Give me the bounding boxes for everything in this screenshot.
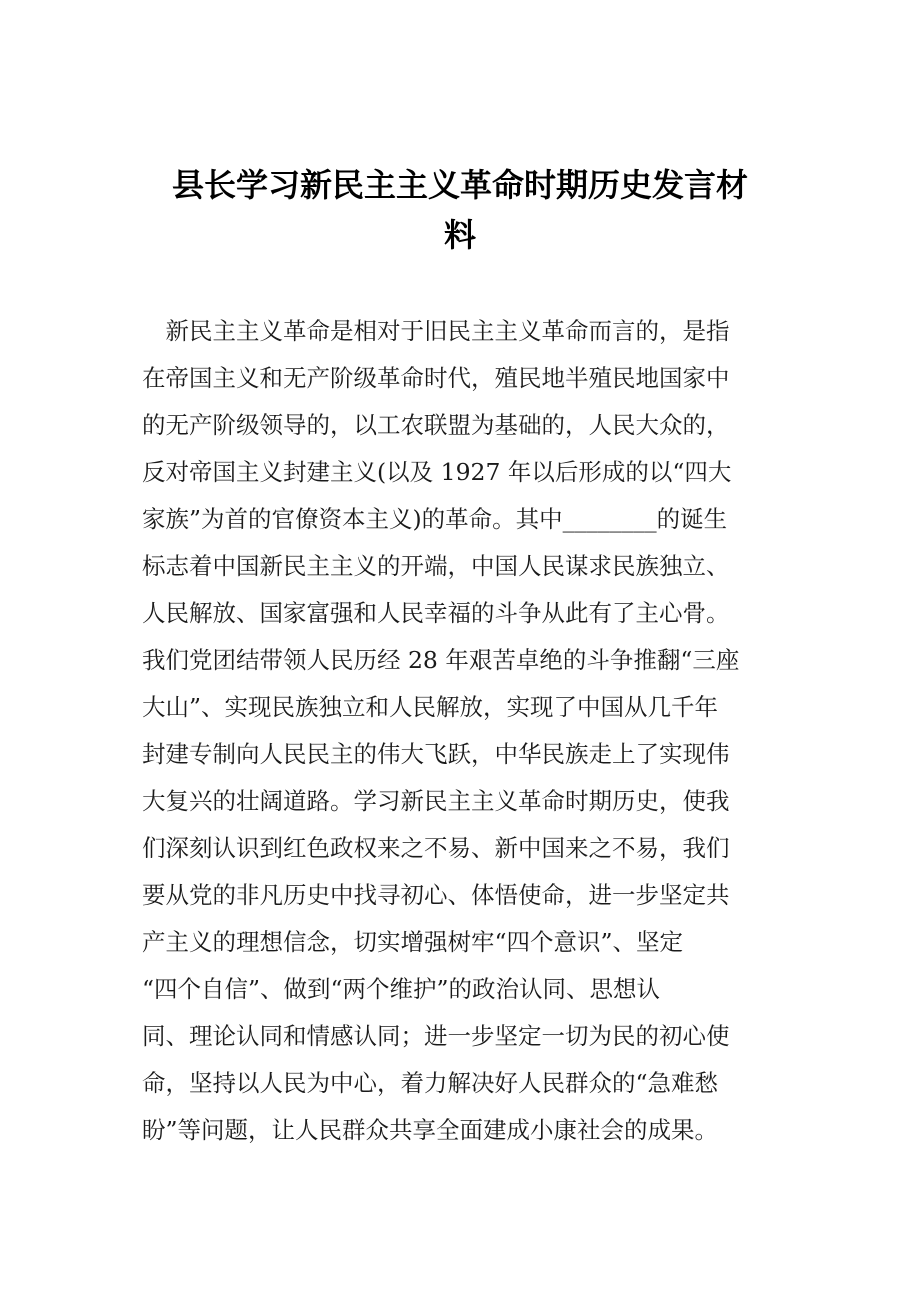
body-line: 人民解放、国家富强和人民幸福的斗争从此有了主心骨。 (142, 599, 730, 627)
document-title-line-2: 料 (443, 216, 476, 254)
body-line: 标志着中国新民主主义的开端，中国人民谋求民族独立、 (142, 552, 730, 580)
body-line: 新民主主义革命是相对于旧民主主义革命而言的，是指 (142, 317, 730, 345)
body-line: 同、理论认同和情感认同；进一步坚定一切为民的初心使 (142, 1022, 730, 1050)
body-line: 命，坚持以人民为中心，着力解决好人民群众的“急难愁 (142, 1069, 719, 1097)
body-line: 封建专制向人民民主的伟大飞跃，中华民族走上了实现伟 (142, 740, 730, 768)
body-line: 的无产阶级领导的，以工农联盟为基础的，人民大众的， (142, 411, 730, 439)
body-line: 们深刻认识到红色政权来之不易、新中国来之不易，我们 (142, 834, 730, 862)
body-line: 我们党团结带领人民历经 28 年艰苦卓绝的斗争推翻“三座 (142, 646, 740, 674)
body-line: 家族”为首的官僚资本主义)的革命。其中________的诞生 (142, 505, 728, 533)
body-line: 盼”等问题，让人民群众共享全面建成小康社会的成果。 (142, 1116, 719, 1144)
body-line: 反对帝国主义封建主义(以及 1927 年以后形成的以“四大 (142, 458, 732, 486)
document-title-line-1: 县长学习新民主主义革命时期历史发言材 (171, 166, 748, 204)
body-line: 大复兴的壮阔道路。学习新民主主义革命时期历史，使我 (142, 787, 730, 815)
body-line: 大山”、实现民族独立和人民解放，实现了中国从几千年 (142, 693, 719, 721)
body-line: 产主义的理想信念，切实增强树牢“四个意识”、坚定 (142, 928, 684, 956)
body-line: 要从党的非凡历史中找寻初心、体悟使命，进一步坚定共 (142, 881, 730, 909)
body-line: “四个自信”、做到“两个维护”的政治认同、思想认 (142, 975, 661, 1003)
body-line: 在帝国主义和无产阶级革命时代，殖民地半殖民地国家中 (142, 364, 730, 392)
